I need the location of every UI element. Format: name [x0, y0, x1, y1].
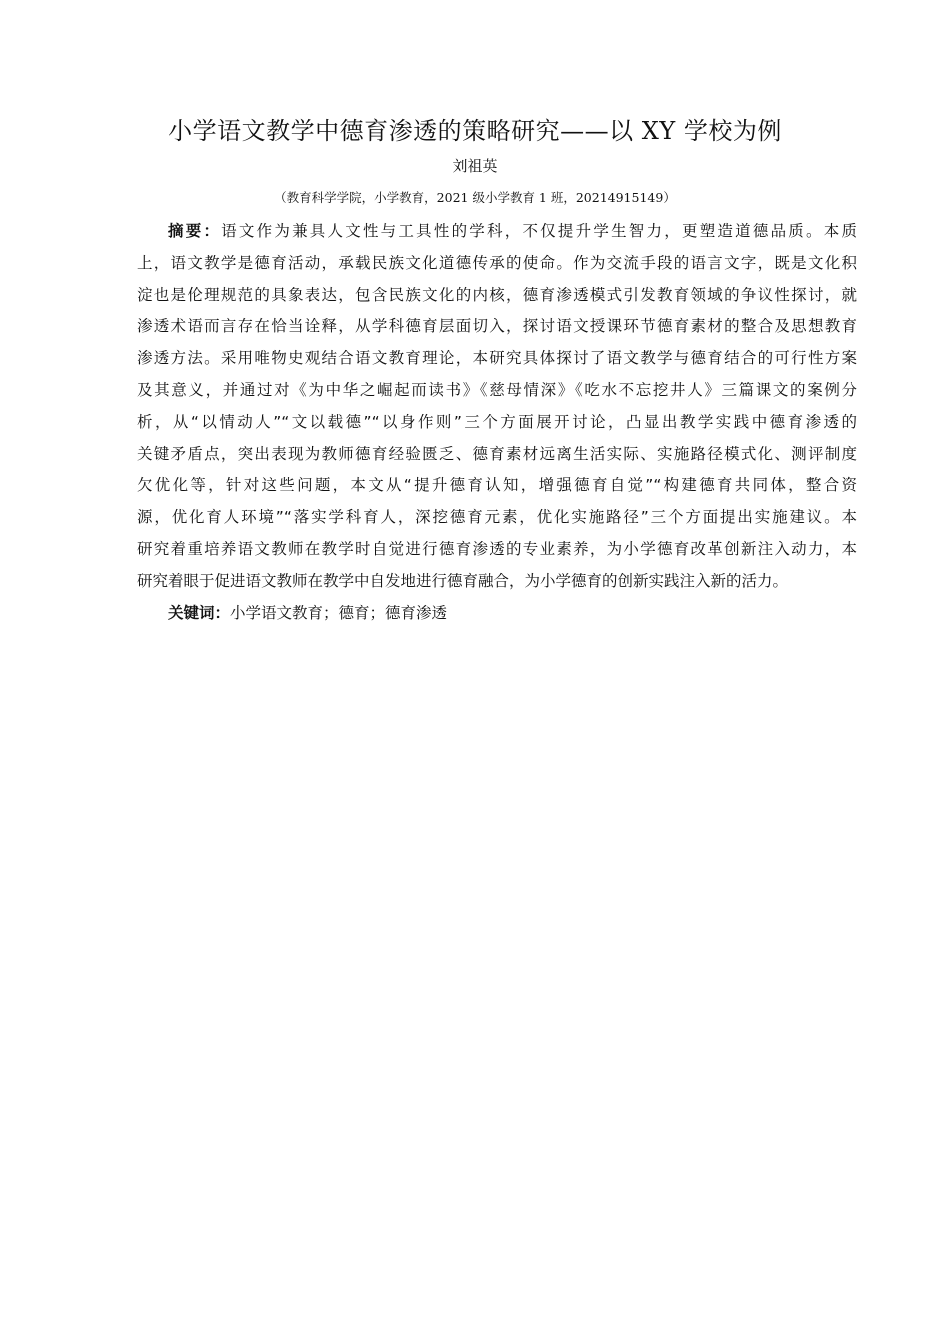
paper-title: 小学语文教学中德育渗透的策略研究——以 XY 学校为例 [168, 117, 782, 145]
abstract-line-3: 淀也是伦理规范的具象表达，包含民族文化的内核，德育渗透模式引发教育领域的争议性探讨，就 [137, 285, 857, 304]
keywords-section [168, 598, 447, 630]
author-affiliation: （教育科学学院，小学教育，2021 级小学教育 1 班，20214915149） [274, 190, 676, 205]
abstract-line-11: 研究着重培养语文教师在教学时自觉进行德育渗透的专业素养，为小学德育改革创新注入动力，本 [137, 539, 857, 558]
abstract-section [137, 216, 857, 598]
abstract-line-1 [137, 216, 857, 248]
abstract-line-10: 源，优化育人环境”“落实学科育人，深挖德育元素，优化实施路径”三个方面提出实施建议。本 [137, 508, 857, 527]
keywords-label: 关键词： [168, 604, 231, 622]
keywords-text: 小学语文教育；德育；德育渗透 [230, 604, 448, 622]
abstract-line-4: 渗透术语而言存在恰当诠释，从学科德育层面切入，探讨语文授课环节德育素材的整合及思想教育 [137, 317, 857, 336]
abstract-text: 语文作为兼具人文性与工具性的学科，不仅提升学生智力，更塑造道德品质。本质 [221, 222, 857, 240]
abstract-line-8: 关键矛盾点，突出表现为教师德育经验匮乏、德育素材远离生活实际、实施路径模式化、测评制度 [137, 444, 857, 463]
abstract-line-6: 及其意义，并通过对《为中华之崛起而读书》《慈母情深》《吃水不忘挖井人》三篇课文的案例分 [137, 380, 857, 399]
abstract-line-12: 研究着眼于促进语文教师在教学中自发地进行德育融合，为小学德育的创新实践注入新的活力。 [137, 571, 789, 590]
abstract-line-7: 析，从“以情动人”“文以载德”“以身作则”三个方面展开讨论，凸显出教学实践中德育渗透的 [137, 412, 857, 431]
abstract-line-5: 渗透方法。采用唯物史观结合语文教育理论，本研究具体探讨了语文教学与德育结合的可行性方案 [137, 349, 857, 368]
abstract-label: 摘要： [168, 222, 222, 240]
abstract-line-9: 欠优化等，针对这些问题，本文从“提升德育认知，增强德育自觉”“构建德育共同体，整合资 [137, 476, 857, 495]
author-name: 刘祖英 [452, 157, 498, 175]
abstract-line-2: 上，语文教学是德育活动，承载民族文化道德传承的使命。作为交流手段的语言文字，既是文化积 [137, 253, 857, 272]
